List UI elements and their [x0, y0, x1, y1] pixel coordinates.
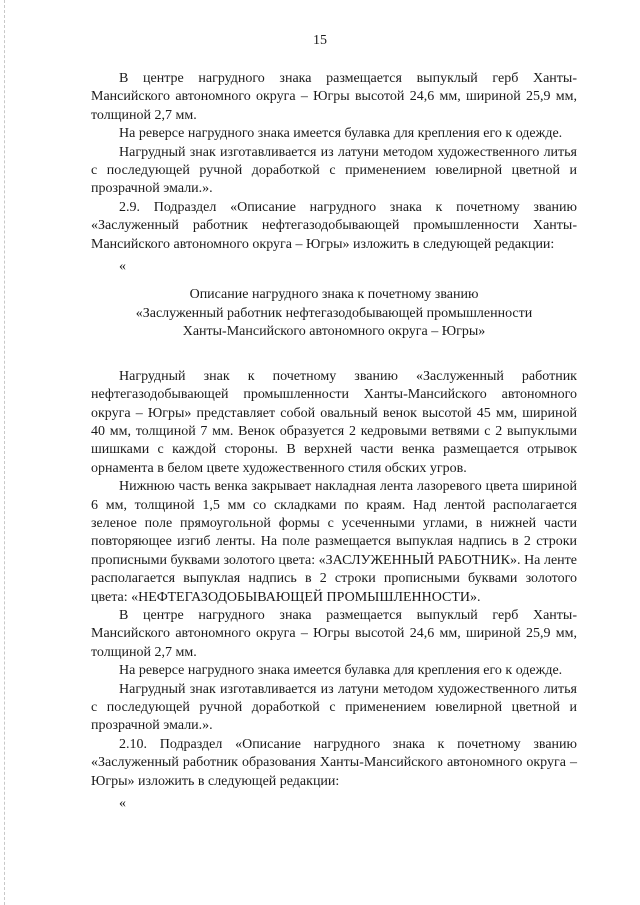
- paragraph: Нижнюю часть венка закрывает накладная лента лазоревого цвета шириной 6 мм, толщиной 1,5 мм со складками по краям. Над лентой располагается зеленое поле прямоугольной формы с усеченными углами, в нижней части повторяющее изгиб ленты. На поле размещается выпуклая надпись в 2 строки прописными буквами золотого цвета: «ЗАСЛУЖЕННЫЙ РАБОТНИК». На ленте располагается выпуклая надпись в 2 строки прописными буквами золотого цвета: «НЕФТЕГАЗОДОБЫВАЮЩЕЙ ПРОМЫШЛЕННОСТИ».: [91, 479, 577, 605]
- paragraph-section-2-10: 2.10. Подраздел «Описание нагрудного знака к почетному званию «Заслуженный работник образования Ханты-Мансийского автономного округа – Югры» изложить в следующей редакции:: [91, 736, 577, 789]
- page-number: 15: [313, 33, 327, 48]
- paragraph: Нагрудный знак к почетному званию «Заслуженный работник нефтегазодобывающей промышленности Ханты-Мансийского автономного округа – Югры» представляет собой овальный венок высотой 45 мм, шириной 40 мм, толщиной 7 мм. Венок образуется 2 кедровыми ветвями с 2 выпуклыми шишками с каждой стороны. В верхней части венка размещается отрывок орнамента в белом цвете художественного стиля обских угров.: [91, 368, 577, 476]
- document-body: [91, 70, 577, 813]
- paragraph: В центре нагрудного знака размещается выпуклый герб Ханты-Мансийского автономного округа – Югры высотой 24,6 мм, шириной 25,9 мм, толщиной 2,7 мм.: [91, 607, 577, 660]
- paragraph: В центре нагрудного знака размещается выпуклый герб Ханты-Мансийского автономного округа – Югры высотой 24,6 мм, шириной 25,9 мм, толщиной 2,7 мм.: [91, 71, 577, 123]
- subsection-title-line: «Заслуженный работник нефтегазодобывающей промышленности: [135, 305, 533, 321]
- paragraph: Нагрудный знак изготавливается из латуни методом художественного литья с последующей ручной доработкой с применением ювелирной цветной и прозрачной эмали.».: [91, 681, 577, 734]
- opening-quote-mark: «: [119, 796, 126, 812]
- scan-edge-line: [4, 0, 5, 905]
- subsection-title: [91, 286, 577, 341]
- paragraph: На реверсе нагрудного знака имеется булавка для крепления его к одежде.: [119, 663, 563, 679]
- paragraph: Нагрудный знак изготавливается из латуни методом художественного литья с последующей ручной доработкой с применением ювелирной цветной и прозрачной эмали.».: [91, 144, 577, 197]
- opening-quote-mark: «: [119, 259, 126, 275]
- subsection-title-line: Описание нагрудного знака к почетному званию: [189, 287, 479, 303]
- paragraph: На реверсе нагрудного знака имеется булавка для крепления его к одежде.: [119, 126, 563, 142]
- paragraph-section-2-9: 2.9. Подраздел «Описание нагрудного знака к почетному званию «Заслуженный работник нефтегазодобывающей промышленности Ханты-Мансийского автономного округа – Югры» изложить в следующей редакции:: [91, 199, 577, 252]
- subsection-title-line: Ханты-Мансийского автономного округа – Югры»: [182, 324, 486, 340]
